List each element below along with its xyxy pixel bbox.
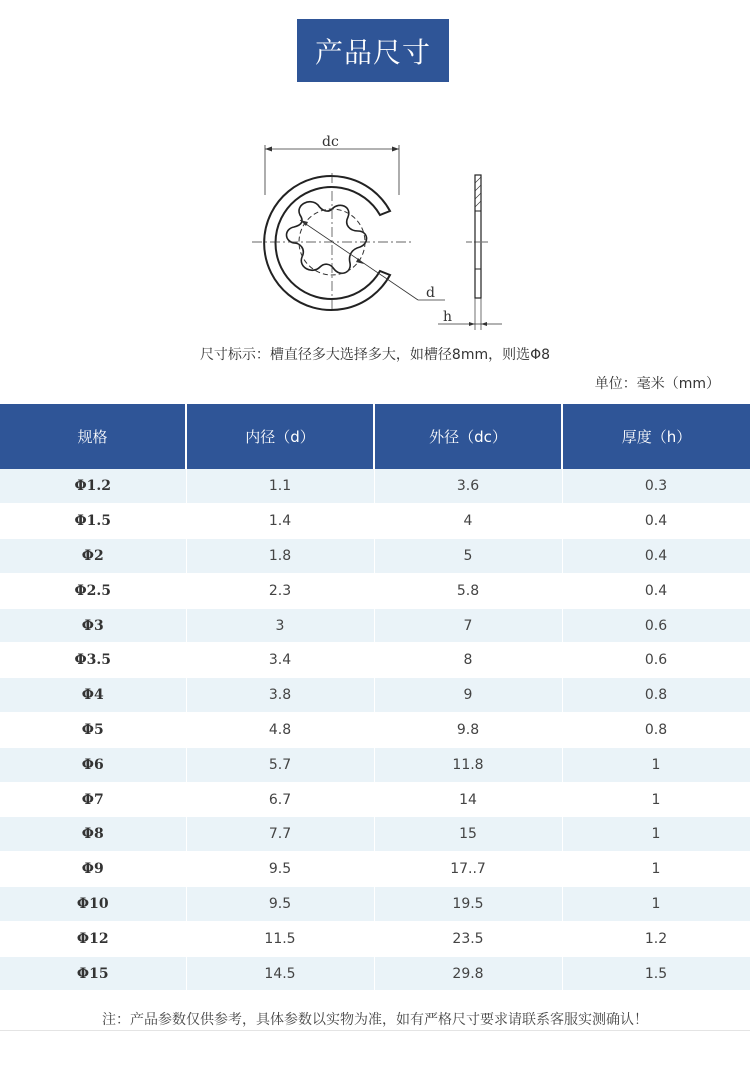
table-row xyxy=(0,573,750,608)
header-spec: 规格 xyxy=(0,404,186,469)
cell-spec: Φ12 xyxy=(0,921,186,956)
table-row xyxy=(0,608,750,643)
cell-inner-diameter: 4.8 xyxy=(186,713,374,748)
cell-thickness: 1 xyxy=(562,782,750,817)
cell-inner-diameter: 2.3 xyxy=(186,573,374,608)
cell-thickness: 1 xyxy=(562,817,750,852)
cell-outer-diameter: 7 xyxy=(374,608,562,643)
table-body xyxy=(0,469,750,991)
cell-outer-diameter: 8 xyxy=(374,643,562,678)
cell-spec: Φ15 xyxy=(0,956,186,991)
cell-thickness: 1 xyxy=(562,747,750,782)
cell-inner-diameter: 1.4 xyxy=(186,504,374,539)
cell-inner-diameter: 3.4 xyxy=(186,643,374,678)
cell-outer-diameter: 19.5 xyxy=(374,887,562,922)
table-row xyxy=(0,817,750,852)
cell-inner-diameter: 3 xyxy=(186,608,374,643)
cell-inner-diameter: 1.8 xyxy=(186,539,374,574)
cell-thickness: 0.3 xyxy=(562,469,750,504)
table-row xyxy=(0,539,750,574)
cell-inner-diameter: 6.7 xyxy=(186,782,374,817)
cell-spec: Φ9 xyxy=(0,852,186,887)
cell-outer-diameter: 5 xyxy=(374,539,562,574)
unit-label: 单位：毫米（mm） xyxy=(594,376,720,392)
cell-outer-diameter: 29.8 xyxy=(374,956,562,991)
h-label: h xyxy=(443,309,453,325)
cell-outer-diameter: 17..7 xyxy=(374,852,562,887)
cell-spec: Φ2.5 xyxy=(0,573,186,608)
cell-outer-diameter: 14 xyxy=(374,782,562,817)
cell-outer-diameter: 4 xyxy=(374,504,562,539)
cell-spec: Φ10 xyxy=(0,887,186,922)
table-row xyxy=(0,678,750,713)
cell-outer-diameter: 11.8 xyxy=(374,747,562,782)
cell-inner-diameter: 9.5 xyxy=(186,852,374,887)
cell-inner-diameter: 1.1 xyxy=(186,469,374,504)
table-row xyxy=(0,504,750,539)
table-header-row xyxy=(0,404,750,469)
cell-outer-diameter: 15 xyxy=(374,817,562,852)
table-row xyxy=(0,713,750,748)
cell-spec: Φ1.2 xyxy=(0,469,186,504)
cell-spec: Φ6 xyxy=(0,747,186,782)
table-row xyxy=(0,887,750,922)
page-title: 产品尺寸 xyxy=(297,19,449,82)
cell-thickness: 1.5 xyxy=(562,956,750,991)
cell-thickness: 1.2 xyxy=(562,921,750,956)
table-row xyxy=(0,852,750,887)
header-outer-diameter: 外径（dc） xyxy=(374,404,562,469)
cell-inner-diameter: 9.5 xyxy=(186,887,374,922)
header-inner-diameter: 内径（d） xyxy=(186,404,374,469)
e-clip-dimension-diagram xyxy=(240,125,520,335)
cell-thickness: 0.4 xyxy=(562,504,750,539)
cell-inner-diameter: 7.7 xyxy=(186,817,374,852)
cell-spec: Φ3 xyxy=(0,608,186,643)
cell-thickness: 0.8 xyxy=(562,713,750,748)
table-row xyxy=(0,469,750,504)
cell-thickness: 0.8 xyxy=(562,678,750,713)
cell-outer-diameter: 23.5 xyxy=(374,921,562,956)
cell-thickness: 0.4 xyxy=(562,539,750,574)
cell-inner-diameter: 14.5 xyxy=(186,956,374,991)
cell-spec: Φ5 xyxy=(0,713,186,748)
cell-outer-diameter: 9.8 xyxy=(374,713,562,748)
cell-inner-diameter: 3.8 xyxy=(186,678,374,713)
cell-outer-diameter: 5.8 xyxy=(374,573,562,608)
cell-spec: Φ7 xyxy=(0,782,186,817)
cell-spec: Φ8 xyxy=(0,817,186,852)
cell-outer-diameter: 3.6 xyxy=(374,469,562,504)
d-label: d xyxy=(426,285,435,301)
cell-spec: Φ3.5 xyxy=(0,643,186,678)
cell-thickness: 0.6 xyxy=(562,608,750,643)
disclaimer-note: 注：产品参数仅供参考，具体参数以实物为准，如有严格尺寸要求请联系客服实测确认！ xyxy=(102,1012,648,1028)
table-row xyxy=(0,921,750,956)
cell-inner-diameter: 11.5 xyxy=(186,921,374,956)
cell-thickness: 1 xyxy=(562,887,750,922)
table-row xyxy=(0,782,750,817)
dimension-caption: 尺寸标示：槽直径多大选择多大，如槽径8mm，则选Φ8 xyxy=(199,347,551,363)
table-row xyxy=(0,747,750,782)
cell-outer-diameter: 9 xyxy=(374,678,562,713)
spec-table xyxy=(0,404,750,991)
cell-spec: Φ2 xyxy=(0,539,186,574)
cell-inner-diameter: 5.7 xyxy=(186,747,374,782)
header-thickness: 厚度（h） xyxy=(562,404,750,469)
cell-spec: Φ4 xyxy=(0,678,186,713)
cell-thickness: 0.6 xyxy=(562,643,750,678)
table-row xyxy=(0,956,750,991)
table-row xyxy=(0,643,750,678)
cell-spec: Φ1.5 xyxy=(0,504,186,539)
dc-label: dc xyxy=(322,134,339,150)
cell-thickness: 0.4 xyxy=(562,573,750,608)
cell-thickness: 1 xyxy=(562,852,750,887)
divider xyxy=(0,1030,750,1031)
